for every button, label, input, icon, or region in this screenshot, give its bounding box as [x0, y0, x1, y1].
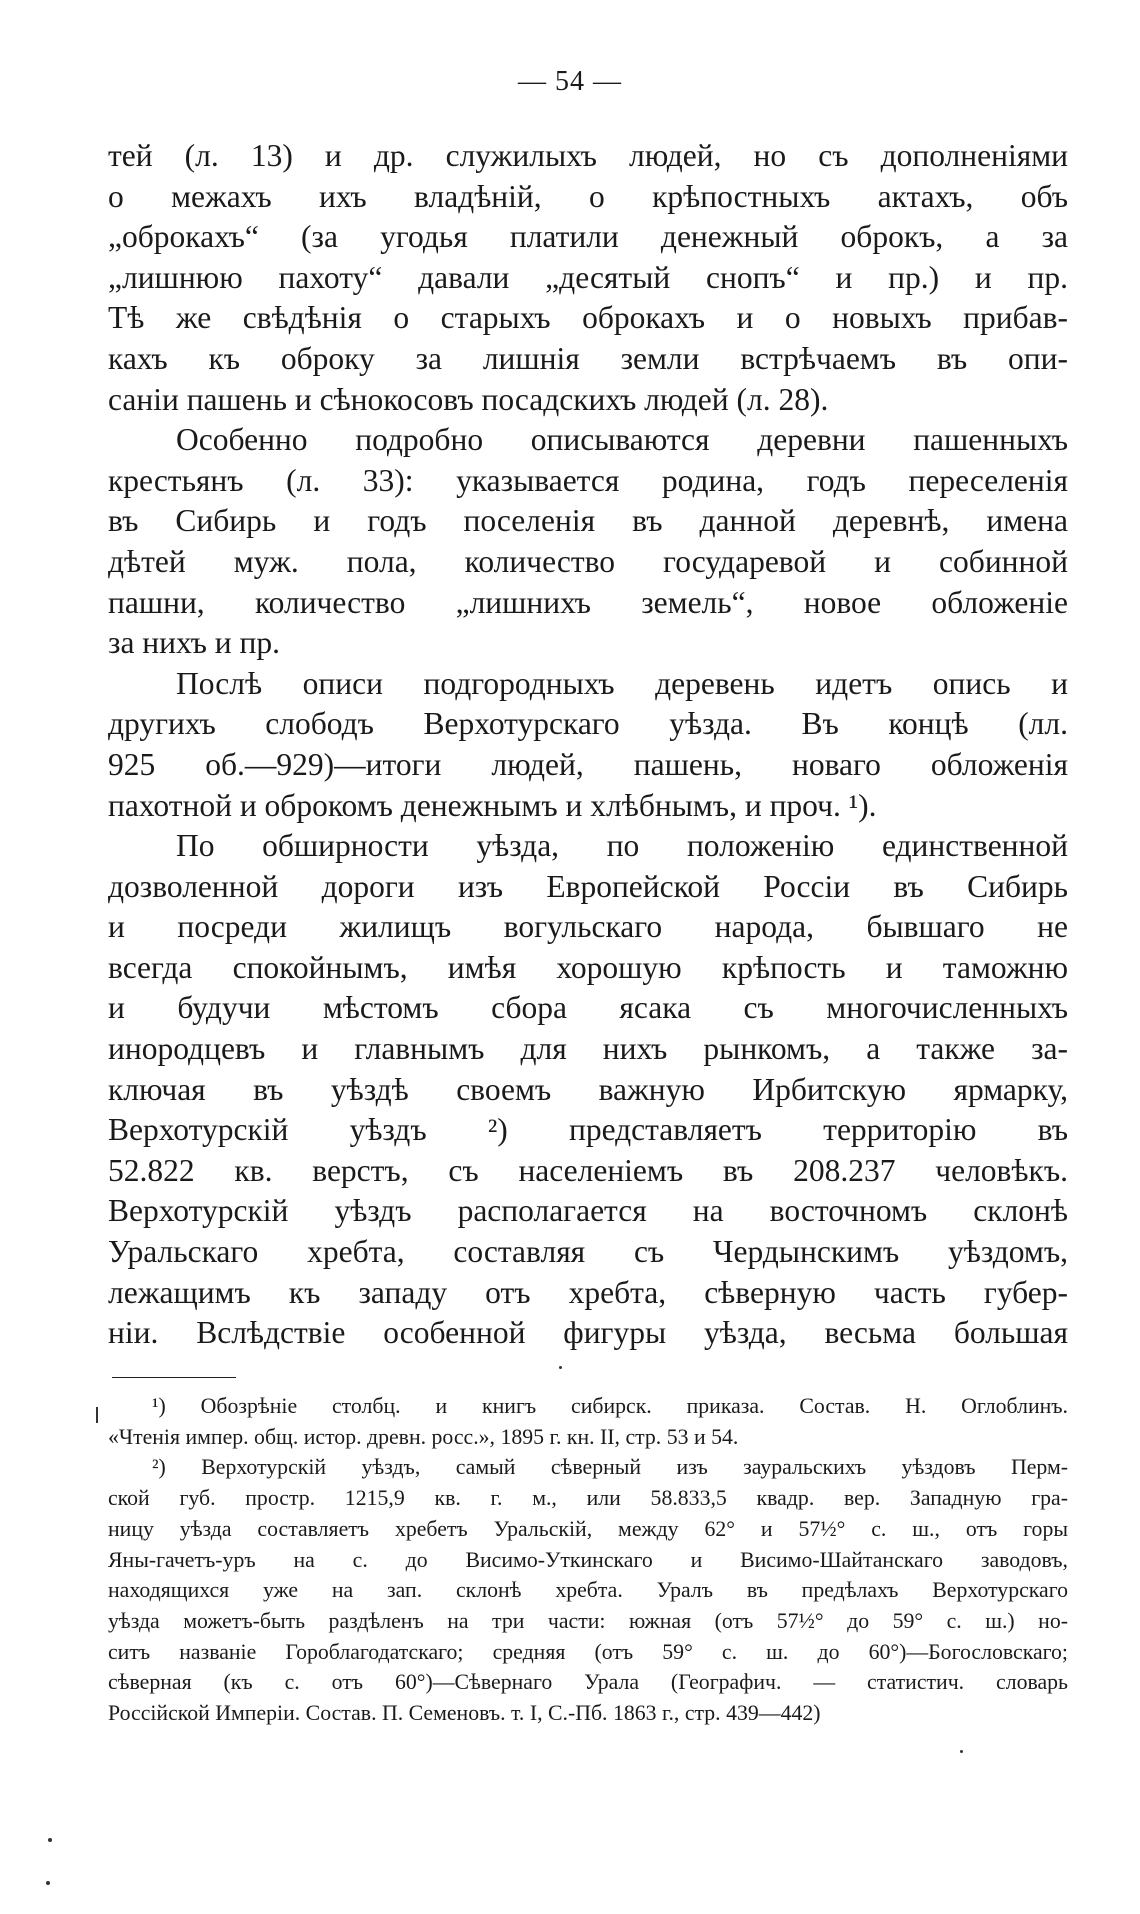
- scan-mark: [960, 1750, 963, 1753]
- footnote-line: ситъ названіе Гороблагодатскаго; средняя (отъ 59° с. ш. до 60°)—Богословскаго;: [108, 1639, 1068, 1664]
- scan-mark: [48, 1838, 52, 1842]
- text-line: и посреди жилищъ вогульскаго народа, бывшаго не: [108, 909, 1068, 945]
- footnote-line: Россійской Имперіи. Состав. П. Семеновъ. т. I, С.-Пб. 1863 г., стр. 439—442): [108, 1701, 821, 1726]
- text-line: Уральскаго хребта, составляя съ Чердынскимъ уѣздомъ,: [108, 1234, 1068, 1270]
- scan-mark: [96, 1407, 98, 1423]
- text-line: и будучи мѣстомъ сбора ясака съ многочисленныхъ: [108, 990, 1068, 1026]
- page-number: — 54 —: [518, 66, 622, 97]
- text-line: крестьянъ (л. 33): указывается родина, годъ переселенія: [108, 462, 1068, 498]
- text-line: ніи. Вслѣдствіе особенной фигуры уѣзда, весьма большая: [108, 1315, 1068, 1351]
- text-line: дозволенной дороги изъ Европейской Россіи въ Сибирь: [108, 868, 1068, 904]
- footnote-line: ¹) Обозрѣніе столбц. и книгъ сибирск. приказа. Состав. Н. Оглоблинъ.: [152, 1394, 1068, 1418]
- text-line: ключая въ уѣздѣ своемъ важную Ирбитскую ярмарку,: [108, 1071, 1068, 1107]
- text-line: пашни, количество „лишнихъ земель“, новое обложеніе: [108, 584, 1068, 620]
- text-line: всегда спокойнымъ, имѣя хорошую крѣпость и таможню: [108, 949, 1068, 985]
- main-text: [108, 136, 1068, 1354]
- text-line: саніи пашень и сѣнокосовъ посадскихъ людей (л. 28).: [108, 381, 829, 417]
- text-line: инородцевъ и главнымъ для нихъ рынкомъ, а также за-: [108, 1031, 1068, 1067]
- paragraph-start-line: Особенно подробно описываются деревни пашенныхъ: [176, 422, 1068, 458]
- text-line: въ Сибирь и годъ поселенія въ данной деревнѣ, имена: [108, 503, 1068, 539]
- scan-mark: [46, 1881, 50, 1885]
- footnote-line: ницу уѣзда составляетъ хребетъ Уральскій, между 62° и 57½° с. ш., отъ горы: [108, 1516, 1068, 1541]
- footnote-line: Яны-гачетъ-уръ на с. до Висимо-Уткинскаго и Висимо-Шайтанскаго заводовъ,: [108, 1547, 1068, 1572]
- footnote-line: ской губ. простр. 1215,9 кв. г. м., или 58.833,5 квадр. вер. Западную гра-: [108, 1486, 1068, 1511]
- text-line-content: о межахъ ихъ владѣній, о крѣпостныхъ актахъ, объ: [108, 178, 1068, 214]
- text-line: 925 об.—929)—итоги людей, пашень, новаго обложенія: [108, 746, 1068, 782]
- footnote-line: уѣзда можетъ-быть раздѣленъ на три части: южная (отъ 57½° до 59° с. ш.) но-: [108, 1608, 1068, 1633]
- footnote-line: находящихся уже на зап. склонѣ хребта. Уралъ въ предѣлахъ Верхотурскаго: [108, 1578, 1068, 1603]
- text-line: „лишнюю пахоту“ давали „десятый снопъ“ и пр.) и пр.: [108, 259, 1068, 295]
- footnote-line: ²) Верхотурскій уѣздъ, самый сѣверный изъ зауральскихъ уѣздовъ Перм-: [152, 1455, 1068, 1480]
- text-line: „оброкахъ“ (за угодья платили денежный оброкъ, а за: [108, 219, 1068, 255]
- text-line: 52.822 кв. верстъ, съ населеніемъ въ 208.237 человѣкъ.: [108, 1152, 1068, 1188]
- footnote-line: «Чтенія импер. общ. истор. древн. росс.», 1895 г. кн. II, стр. 53 и 54.: [108, 1424, 739, 1449]
- text-line: другихъ слободъ Верхотурскаго уѣзда. Въ концѣ (лл.: [108, 706, 1068, 742]
- text-line: дѣтей муж. пола, количество государевой и собинной: [108, 543, 1068, 579]
- text-line: кахъ къ оброку за лишнія земли встрѣчаемъ въ опи-: [108, 340, 1068, 376]
- text-line: Тѣ же свѣдѣнія о старыхъ оброкахъ и о новыхъ прибав-: [108, 300, 1068, 336]
- text-line: [108, 177, 1068, 218]
- paragraph-start-line: Послѣ описи подгородныхъ деревень идетъ опись и: [176, 665, 1068, 701]
- text-line: Верхотурскій уѣздъ располагается на восточномъ склонѣ: [108, 1193, 1068, 1229]
- text-line: лежащимъ къ западу отъ хребта, сѣверную часть губер-: [108, 1274, 1068, 1310]
- text-line: тей (л. 13) и др. служилыхъ людей, но съ дополненіями: [108, 138, 1068, 173]
- footnote-line: сѣверная (къ с. отъ 60°)—Сѣвернаго Урала (Географич. — статистич. словарь: [108, 1670, 1068, 1695]
- text-line: Верхотурскій уѣздъ ²) представляетъ территорію въ: [108, 1112, 1068, 1148]
- paragraph-start-line: По обширности уѣзда, по положенію единственной: [176, 828, 1068, 864]
- footnotes: [108, 1391, 1068, 1729]
- text-line: за нихъ и пр.: [108, 625, 280, 661]
- footnote-divider: [112, 1377, 236, 1378]
- text-line: пахотной и оброкомъ денежнымъ и хлѣбнымъ, и проч. ¹).: [108, 787, 877, 823]
- scan-mark: [559, 1366, 562, 1369]
